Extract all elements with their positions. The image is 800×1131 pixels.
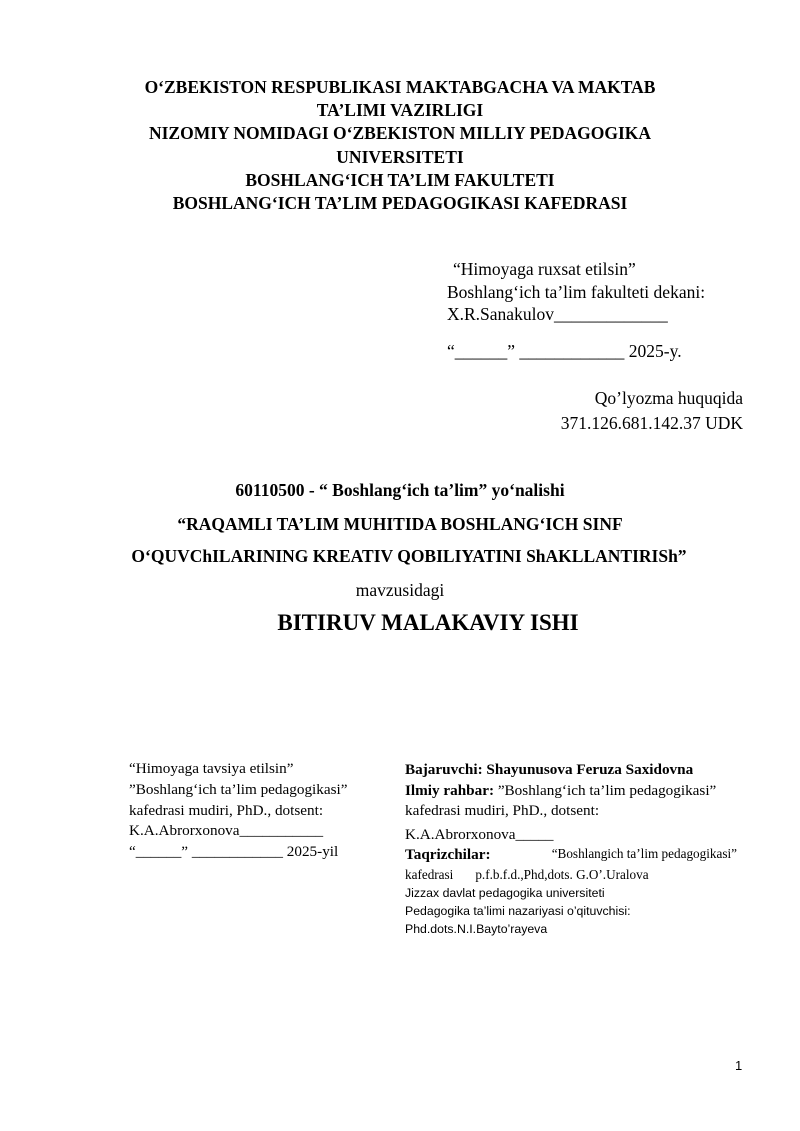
recommendation-position: kafedrasi mudiri, PhD., dotsent:	[129, 801, 324, 819]
approval-date: “______” ____________ 2025-y.	[447, 341, 682, 361]
reviewers-label: Taqrizchilar:	[405, 846, 491, 863]
advisor-signature: K.A.Abrorxonova_____	[405, 825, 554, 843]
header-line-ministry-2: TA’LIMI VAZIRLIGI	[316, 100, 484, 121]
reviewer1-department: “Boshlangich ta’lim pedagogikasi”	[551, 846, 737, 861]
topic-label: mavzusidagi	[355, 580, 445, 600]
advisor-department: ”Boshlang‘ich ta’lim pedagogikasi”	[497, 781, 717, 799]
advisor-line	[405, 781, 737, 802]
document-type-title: BITIRUV MALAKAVIY ISHI	[277, 610, 579, 635]
header-line-ministry-1: O‘ZBEKISTON RESPUBLIKASI MAKTABGACHA VA MAKTAB	[144, 77, 656, 97]
approval-signature: X.R.Sanakulov_____________	[447, 304, 668, 324]
header-line-university-2: UNIVERSITETI	[336, 146, 464, 167]
executor-name: Shayunusova Feruza Saxidovna	[486, 761, 694, 778]
advisor-position: kafedrasi mudiri, PhD., dotsent:	[405, 802, 600, 819]
reviewer2-institution: Jizzax davlat pedagogika universiteti	[405, 885, 605, 900]
institution-header	[0, 76, 800, 215]
approval-position: Boshlang‘ich ta’lim fakulteti dekani:	[447, 281, 706, 302]
reviewers-line	[405, 845, 737, 866]
department-recommendation-block	[129, 759, 347, 863]
manuscript-rights: Qo’lyozma huquqida	[594, 388, 743, 408]
study-direction: 60110500 - “ Boshlang‘ich ta’lim” yo‘nalishi	[235, 480, 565, 500]
recommendation-title: “Himoyaga tavsiya etilsin”	[129, 760, 294, 777]
reviewer1-line	[405, 866, 737, 884]
header-line-university-1: NIZOMIY NOMIDAGI O‘ZBEKISTON MILLIY PEDAGOGIKA	[148, 123, 652, 144]
reviewer1-name: p.f.b.f.d.,Phd,dots. G.O’.Uralova	[475, 866, 649, 882]
udk-code: 371.126.681.142.37 UDK	[560, 413, 743, 433]
recommendation-date: “______” ____________ 2025-yil	[129, 843, 339, 861]
advisor-label: Ilmiy rahbar:	[405, 781, 495, 799]
executor-line	[405, 760, 737, 781]
reviewer1-kafedra: kafedrasi	[405, 866, 454, 882]
thesis-title-line-1: “RAQAMLI TA’LIM MUHITIDA BOSHLANG‘ICH SINF	[177, 514, 623, 534]
reviewer2-name: Phd.dots.N.I.Bayto’rayeva	[405, 921, 548, 936]
header-line-faculty: BOSHLANG‘ICH TA’LIM FAKULTETI	[245, 169, 555, 190]
recommendation-department: ”Boshlang‘ich ta’lim pedagogikasi”	[129, 780, 348, 798]
approval-title: “Himoyaga ruxsat etilsin”	[453, 259, 636, 279]
dean-approval-block	[447, 258, 705, 326]
executor-label: Bajaruvchi:	[405, 761, 483, 778]
page-number: 1	[735, 1058, 743, 1073]
thesis-title-line-2: O‘QUVChILARINING KREATIV QOBILIYATINI ShAKLLANTIRISh”	[131, 546, 687, 566]
header-line-department: BOSHLANG‘ICH TA’LIM PEDAGOGIKASI KAFEDRASI	[172, 193, 628, 214]
recommendation-signature: K.A.Abrorxonova___________	[129, 822, 324, 840]
authors-block	[405, 760, 737, 938]
reviewer2-position: Pedagogika ta’limi nazariyasi o’qituvchisi:	[405, 903, 631, 918]
rights-block	[561, 386, 743, 436]
